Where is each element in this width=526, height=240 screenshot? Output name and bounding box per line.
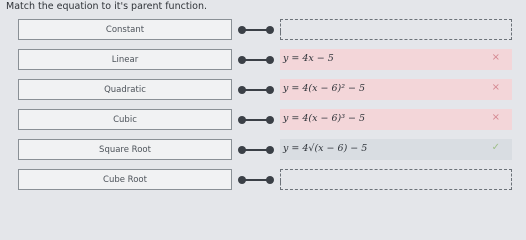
connector-dot-right[interactable] bbox=[266, 56, 274, 64]
connector-linear[interactable] bbox=[238, 55, 274, 65]
connector-dot-right[interactable] bbox=[266, 176, 274, 184]
label-cube-root[interactable]: Cube Root bbox=[18, 169, 232, 190]
checkmark-icon: ✓ bbox=[491, 142, 500, 153]
label-constant[interactable]: Constant bbox=[18, 19, 232, 40]
connector-constant[interactable] bbox=[238, 25, 274, 35]
incorrect-icon: × bbox=[491, 112, 500, 123]
connector-dot-right[interactable] bbox=[266, 26, 274, 34]
equation-square-root: y = 4√(x − 6) − 5 bbox=[283, 143, 368, 154]
answer-slot-quadratic[interactable] bbox=[280, 79, 512, 100]
label-linear[interactable]: Linear bbox=[18, 49, 232, 70]
incorrect-icon: × bbox=[491, 82, 500, 93]
equation-linear: y = 4x − 5 bbox=[283, 53, 334, 64]
equation-quadratic: y = 4(x − 6)² − 5 bbox=[283, 83, 366, 94]
connector-dot-right[interactable] bbox=[266, 146, 274, 154]
connector-quadratic[interactable] bbox=[238, 85, 274, 95]
label-cubic[interactable]: Cubic bbox=[18, 109, 232, 130]
answer-slot-constant[interactable] bbox=[280, 19, 512, 40]
slot-tick bbox=[280, 178, 281, 183]
slot-tick bbox=[280, 28, 281, 33]
answer-slot-square-root[interactable] bbox=[280, 139, 512, 160]
connector-dot-right[interactable] bbox=[266, 86, 274, 94]
connector-cubic[interactable] bbox=[238, 115, 274, 125]
connector-cube-root[interactable] bbox=[238, 175, 274, 185]
label-square-root[interactable]: Square Root bbox=[18, 139, 232, 160]
incorrect-icon: × bbox=[491, 52, 500, 63]
label-quadratic[interactable]: Quadratic bbox=[18, 79, 232, 100]
answer-slot-cube-root[interactable] bbox=[280, 169, 512, 190]
connector-dot-right[interactable] bbox=[266, 116, 274, 124]
connector-square-root[interactable] bbox=[238, 145, 274, 155]
instruction-text: Match the equation to it's parent function. bbox=[6, 1, 208, 12]
equation-cubic: y = 4(x − 6)³ − 5 bbox=[283, 113, 366, 124]
answer-slot-linear[interactable] bbox=[280, 49, 512, 70]
answer-slot-cubic[interactable] bbox=[280, 109, 512, 130]
